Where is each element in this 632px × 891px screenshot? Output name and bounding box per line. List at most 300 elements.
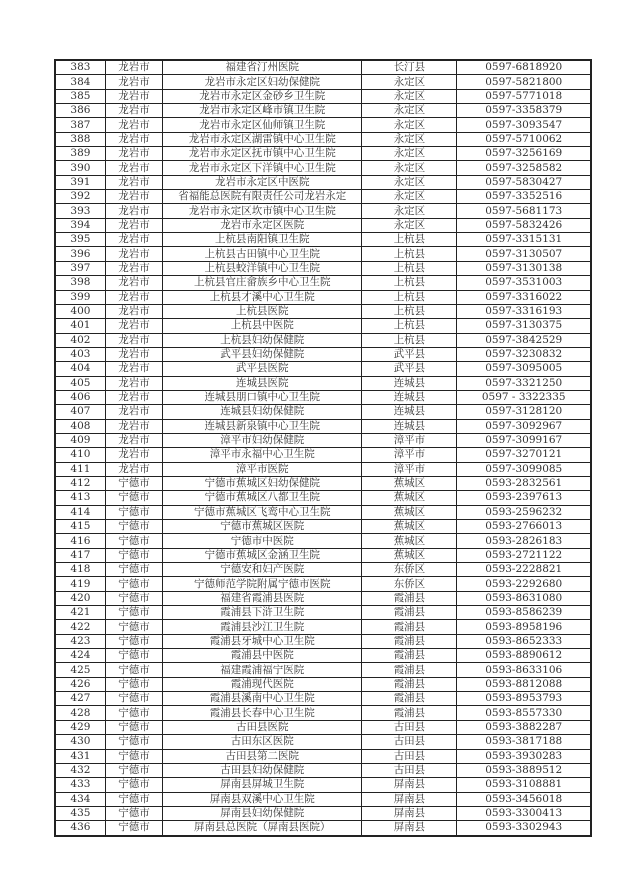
phone-cell: 0597-5821800 — [457, 75, 591, 89]
hospital-name-cell: 连城县妇幼保健院 — [163, 405, 362, 419]
phone-cell: 0593-2228821 — [457, 563, 591, 577]
hospital-name-cell: 宁德市中医院 — [163, 534, 362, 548]
hospital-name-cell: 上杭县才溪中心卫生院 — [163, 290, 362, 304]
hospital-name-cell: 宁德市蕉城区妇幼保健院 — [163, 476, 362, 490]
hospital-name-cell: 宁德市蕉城区八都卫生院 — [163, 491, 362, 505]
phone-cell: 0593-2721122 — [457, 548, 591, 562]
city-cell: 龙岩市 — [105, 147, 162, 161]
hospital-name-cell: 连城县朋口镇中心卫生院 — [163, 390, 362, 404]
row-number-cell: 423 — [55, 634, 105, 648]
city-cell: 宁德市 — [105, 591, 162, 605]
district-cell: 永定区 — [362, 118, 457, 132]
hospital-name-cell: 霞浦县中医院 — [163, 649, 362, 663]
row-number-cell: 429 — [55, 720, 105, 734]
table-row — [55, 491, 591, 505]
row-number-cell: 387 — [55, 118, 105, 132]
hospital-name-cell: 宁德市蕉城区飞鸾中心卫生院 — [163, 505, 362, 519]
hospital-name-cell: 屏南县总医院（屏南县医院） — [163, 821, 362, 836]
table-row — [55, 563, 591, 577]
city-cell: 龙岩市 — [105, 175, 162, 189]
phone-cell: 0597-3130138 — [457, 261, 591, 275]
hospital-name-cell: 宁德市蕉城区医院 — [163, 520, 362, 534]
city-cell: 宁德市 — [105, 505, 162, 519]
district-cell: 霞浦县 — [362, 620, 457, 634]
table-row — [55, 247, 591, 261]
city-cell: 宁德市 — [105, 620, 162, 634]
table-row — [55, 720, 591, 734]
hospital-name-cell: 霞浦县长春中心卫生院 — [163, 706, 362, 720]
row-number-cell: 391 — [55, 175, 105, 189]
row-number-cell: 428 — [55, 706, 105, 720]
district-cell: 东侨区 — [362, 577, 457, 591]
hospital-name-cell: 漳平市永福中心卫生院 — [163, 448, 362, 462]
phone-cell: 0597-3130375 — [457, 319, 591, 333]
phone-cell: 0593-3817188 — [457, 735, 591, 749]
city-cell: 宁德市 — [105, 692, 162, 706]
hospital-name-cell: 福建省霞浦县医院 — [163, 591, 362, 605]
row-number-cell: 416 — [55, 534, 105, 548]
hospital-name-cell: 屏南县妇幼保健院 — [163, 806, 362, 820]
row-number-cell: 418 — [55, 563, 105, 577]
phone-cell: 0597-3358379 — [457, 104, 591, 118]
table-row — [55, 735, 591, 749]
hospital-name-cell: 福建省汀州医院 — [163, 60, 362, 75]
city-cell: 宁德市 — [105, 792, 162, 806]
hospital-name-cell: 上杭县古田镇中心卫生院 — [163, 247, 362, 261]
phone-cell: 0597-3258582 — [457, 161, 591, 175]
phone-cell: 0597-3130507 — [457, 247, 591, 261]
phone-cell: 0593-8958196 — [457, 620, 591, 634]
phone-cell: 0597-3256169 — [457, 147, 591, 161]
phone-cell: 0597-6818920 — [457, 60, 591, 75]
row-number-cell: 426 — [55, 677, 105, 691]
row-number-cell: 394 — [55, 218, 105, 232]
city-cell: 宁德市 — [105, 806, 162, 820]
hospital-name-cell: 上杭县妇幼保健院 — [163, 333, 362, 347]
hospital-name-cell: 屏南县屏城卫生院 — [163, 778, 362, 792]
district-cell: 古田县 — [362, 735, 457, 749]
row-number-cell: 385 — [55, 89, 105, 103]
hospital-name-cell: 龙岩市永定区抚市镇中心卫生院 — [163, 147, 362, 161]
row-number-cell: 410 — [55, 448, 105, 462]
hospital-name-cell: 龙岩市永定区坎市镇中心卫生院 — [163, 204, 362, 218]
city-cell: 龙岩市 — [105, 419, 162, 433]
hospital-name-cell: 龙岩市永定区仙师镇卫生院 — [163, 118, 362, 132]
district-cell: 永定区 — [362, 175, 457, 189]
hospital-name-cell: 龙岩市永定区峰市镇卫生院 — [163, 104, 362, 118]
city-cell: 龙岩市 — [105, 75, 162, 89]
row-number-cell: 420 — [55, 591, 105, 605]
phone-cell: 0597-3321250 — [457, 376, 591, 390]
table-row — [55, 75, 591, 89]
hospital-name-cell: 连城县新泉镇中心卫生院 — [163, 419, 362, 433]
city-cell: 宁德市 — [105, 720, 162, 734]
phone-cell: 0597 - 3322335 — [457, 390, 591, 404]
table-row — [55, 405, 591, 419]
district-cell: 霞浦县 — [362, 649, 457, 663]
phone-cell: 0593-8953793 — [457, 692, 591, 706]
district-cell: 蕉城区 — [362, 491, 457, 505]
row-number-cell: 436 — [55, 821, 105, 836]
table-row — [55, 132, 591, 146]
district-cell: 古田县 — [362, 720, 457, 734]
phone-cell: 0597-5710062 — [457, 132, 591, 146]
row-number-cell: 417 — [55, 548, 105, 562]
district-cell: 永定区 — [362, 147, 457, 161]
district-cell: 武平县 — [362, 362, 457, 376]
city-cell: 龙岩市 — [105, 390, 162, 404]
city-cell: 龙岩市 — [105, 462, 162, 476]
row-number-cell: 398 — [55, 276, 105, 290]
row-number-cell: 414 — [55, 505, 105, 519]
table-row — [55, 419, 591, 433]
city-cell: 龙岩市 — [105, 290, 162, 304]
table-row — [55, 390, 591, 404]
city-cell: 龙岩市 — [105, 304, 162, 318]
city-cell: 龙岩市 — [105, 161, 162, 175]
row-number-cell: 433 — [55, 778, 105, 792]
hospital-name-cell: 霞浦县溪南中心卫生院 — [163, 692, 362, 706]
phone-cell: 0593-2596232 — [457, 505, 591, 519]
row-number-cell: 411 — [55, 462, 105, 476]
table-row — [55, 706, 591, 720]
city-cell: 龙岩市 — [105, 433, 162, 447]
district-cell: 漳平市 — [362, 462, 457, 476]
row-number-cell: 383 — [55, 60, 105, 75]
district-cell: 永定区 — [362, 75, 457, 89]
table-row — [55, 319, 591, 333]
hospital-name-cell: 龙岩市永定区湖雷镇中心卫生院 — [163, 132, 362, 146]
city-cell: 龙岩市 — [105, 376, 162, 390]
hospital-name-cell: 漳平市妇幼保健院 — [163, 433, 362, 447]
city-cell: 宁德市 — [105, 534, 162, 548]
table-row — [55, 520, 591, 534]
phone-cell: 0597-3842529 — [457, 333, 591, 347]
district-cell: 古田县 — [362, 749, 457, 763]
district-cell: 东侨区 — [362, 563, 457, 577]
city-cell: 龙岩市 — [105, 218, 162, 232]
city-cell: 龙岩市 — [105, 132, 162, 146]
city-cell: 龙岩市 — [105, 333, 162, 347]
phone-cell: 0593-2826183 — [457, 534, 591, 548]
district-cell: 蕉城区 — [362, 520, 457, 534]
phone-cell: 0593-8812088 — [457, 677, 591, 691]
phone-cell: 0597-3316193 — [457, 304, 591, 318]
row-number-cell: 407 — [55, 405, 105, 419]
district-cell: 霞浦县 — [362, 677, 457, 691]
city-cell: 宁德市 — [105, 677, 162, 691]
district-cell: 屏南县 — [362, 821, 457, 836]
district-cell: 蕉城区 — [362, 505, 457, 519]
district-cell: 霞浦县 — [362, 591, 457, 605]
phone-cell: 0597-3316022 — [457, 290, 591, 304]
hospital-name-cell: 霞浦县牙城中心卫生院 — [163, 634, 362, 648]
row-number-cell: 412 — [55, 476, 105, 490]
city-cell: 龙岩市 — [105, 60, 162, 75]
table-row — [55, 692, 591, 706]
district-cell: 永定区 — [362, 161, 457, 175]
district-cell: 连城县 — [362, 390, 457, 404]
district-cell: 屏南县 — [362, 792, 457, 806]
hospital-name-cell: 武平县医院 — [163, 362, 362, 376]
hospital-name-cell: 古田县第二医院 — [163, 749, 362, 763]
row-number-cell: 430 — [55, 735, 105, 749]
table-row — [55, 147, 591, 161]
city-cell: 宁德市 — [105, 663, 162, 677]
hospital-name-cell: 上杭县医院 — [163, 304, 362, 318]
table-row — [55, 347, 591, 361]
city-cell: 龙岩市 — [105, 347, 162, 361]
hospital-name-cell: 古田县医院 — [163, 720, 362, 734]
phone-cell: 0597-5771018 — [457, 89, 591, 103]
city-cell: 宁德市 — [105, 577, 162, 591]
phone-cell: 0593-2766013 — [457, 520, 591, 534]
district-cell: 长汀县 — [362, 60, 457, 75]
table-row — [55, 362, 591, 376]
district-cell: 霞浦县 — [362, 706, 457, 720]
district-cell: 古田县 — [362, 763, 457, 777]
district-cell: 连城县 — [362, 419, 457, 433]
district-cell: 漳平市 — [362, 433, 457, 447]
hospital-name-cell: 古田东区医院 — [163, 735, 362, 749]
row-number-cell: 397 — [55, 261, 105, 275]
city-cell: 龙岩市 — [105, 448, 162, 462]
hospital-name-cell: 上杭县中医院 — [163, 319, 362, 333]
table-row — [55, 548, 591, 562]
phone-cell: 0597-3093547 — [457, 118, 591, 132]
row-number-cell: 384 — [55, 75, 105, 89]
table-row — [55, 749, 591, 763]
table-row — [55, 204, 591, 218]
city-cell: 宁德市 — [105, 735, 162, 749]
table-row — [55, 606, 591, 620]
row-number-cell: 386 — [55, 104, 105, 118]
district-cell: 屏南县 — [362, 806, 457, 820]
phone-cell: 0593-8586239 — [457, 606, 591, 620]
city-cell: 宁德市 — [105, 649, 162, 663]
district-cell: 霞浦县 — [362, 663, 457, 677]
table-row — [55, 89, 591, 103]
row-number-cell: 424 — [55, 649, 105, 663]
city-cell: 龙岩市 — [105, 362, 162, 376]
phone-cell: 0593-8890612 — [457, 649, 591, 663]
city-cell: 宁德市 — [105, 476, 162, 490]
district-cell: 霞浦县 — [362, 634, 457, 648]
table-row — [55, 778, 591, 792]
phone-cell: 0593-3300413 — [457, 806, 591, 820]
hospital-name-cell: 上杭县南阳镇卫生院 — [163, 233, 362, 247]
city-cell: 宁德市 — [105, 634, 162, 648]
table-row — [55, 763, 591, 777]
district-cell: 永定区 — [362, 190, 457, 204]
hospital-table — [54, 59, 592, 837]
hospital-name-cell: 屏南县双溪中心卫生院 — [163, 792, 362, 806]
phone-cell: 0593-2292680 — [457, 577, 591, 591]
hospital-name-cell: 龙岩市永定区下洋镇中心卫生院 — [163, 161, 362, 175]
phone-cell: 0593-2397613 — [457, 491, 591, 505]
table-row — [55, 634, 591, 648]
table-row — [55, 118, 591, 132]
row-number-cell: 415 — [55, 520, 105, 534]
city-cell: 宁德市 — [105, 606, 162, 620]
city-cell: 龙岩市 — [105, 261, 162, 275]
table-row — [55, 376, 591, 390]
district-cell: 永定区 — [362, 104, 457, 118]
hospital-name-cell: 福建霞浦福宁医院 — [163, 663, 362, 677]
district-cell: 上杭县 — [362, 247, 457, 261]
city-cell: 宁德市 — [105, 706, 162, 720]
row-number-cell: 396 — [55, 247, 105, 261]
hospital-name-cell: 省福能总医院有限责任公司龙岩永定 — [163, 190, 362, 204]
row-number-cell: 405 — [55, 376, 105, 390]
hospital-name-cell: 漳平市医院 — [163, 462, 362, 476]
district-cell: 霞浦县 — [362, 692, 457, 706]
row-number-cell: 408 — [55, 419, 105, 433]
table-row — [55, 476, 591, 490]
row-number-cell: 401 — [55, 319, 105, 333]
row-number-cell: 406 — [55, 390, 105, 404]
row-number-cell: 395 — [55, 233, 105, 247]
hospital-name-cell: 上杭县官庄畲族乡中心卫生院 — [163, 276, 362, 290]
district-cell: 蕉城区 — [362, 476, 457, 490]
table-row — [55, 233, 591, 247]
hospital-name-cell: 宁德市蕉城区金涵卫生院 — [163, 548, 362, 562]
district-cell: 连城县 — [362, 405, 457, 419]
district-cell: 永定区 — [362, 89, 457, 103]
hospital-name-cell: 上杭县蛟洋镇中心卫生院 — [163, 261, 362, 275]
table-row — [55, 505, 591, 519]
table-row — [55, 218, 591, 232]
table-row — [55, 677, 591, 691]
table-row — [55, 591, 591, 605]
table-row — [55, 649, 591, 663]
phone-cell: 0593-3930283 — [457, 749, 591, 763]
district-cell: 连城县 — [362, 376, 457, 390]
table-row — [55, 276, 591, 290]
phone-cell: 0597-5832426 — [457, 218, 591, 232]
phone-cell: 0593-2832561 — [457, 476, 591, 490]
row-number-cell: 427 — [55, 692, 105, 706]
row-number-cell: 413 — [55, 491, 105, 505]
table-row — [55, 290, 591, 304]
table-row — [55, 60, 591, 75]
row-number-cell: 392 — [55, 190, 105, 204]
row-number-cell: 422 — [55, 620, 105, 634]
phone-cell: 0597-3128120 — [457, 405, 591, 419]
city-cell: 宁德市 — [105, 563, 162, 577]
row-number-cell: 390 — [55, 161, 105, 175]
district-cell: 永定区 — [362, 204, 457, 218]
table-row — [55, 821, 591, 836]
row-number-cell: 399 — [55, 290, 105, 304]
row-number-cell: 432 — [55, 763, 105, 777]
table-row — [55, 792, 591, 806]
district-cell: 上杭县 — [362, 319, 457, 333]
city-cell: 宁德市 — [105, 763, 162, 777]
hospital-name-cell: 连城县医院 — [163, 376, 362, 390]
city-cell: 龙岩市 — [105, 118, 162, 132]
row-number-cell: 425 — [55, 663, 105, 677]
phone-cell: 0593-3108881 — [457, 778, 591, 792]
district-cell: 永定区 — [362, 218, 457, 232]
hospital-name-cell: 霞浦县沙江卫生院 — [163, 620, 362, 634]
district-cell: 上杭县 — [362, 333, 457, 347]
row-number-cell: 435 — [55, 806, 105, 820]
city-cell: 龙岩市 — [105, 190, 162, 204]
table-row — [55, 261, 591, 275]
district-cell: 上杭县 — [362, 290, 457, 304]
city-cell: 龙岩市 — [105, 89, 162, 103]
district-cell: 上杭县 — [362, 233, 457, 247]
row-number-cell: 403 — [55, 347, 105, 361]
phone-cell: 0597-3270121 — [457, 448, 591, 462]
city-cell: 龙岩市 — [105, 247, 162, 261]
table-row — [55, 663, 591, 677]
district-cell: 蕉城区 — [362, 534, 457, 548]
row-number-cell: 400 — [55, 304, 105, 318]
district-cell: 武平县 — [362, 347, 457, 361]
table-row — [55, 175, 591, 189]
phone-cell: 0593-3456018 — [457, 792, 591, 806]
table-row — [55, 534, 591, 548]
city-cell: 宁德市 — [105, 548, 162, 562]
district-cell: 上杭县 — [362, 276, 457, 290]
district-cell: 屏南县 — [362, 778, 457, 792]
phone-cell: 0597-3099167 — [457, 433, 591, 447]
hospital-name-cell: 龙岩市永定区中医院 — [163, 175, 362, 189]
row-number-cell: 421 — [55, 606, 105, 620]
phone-cell: 0597-3095005 — [457, 362, 591, 376]
hospital-name-cell: 古田县妇幼保健院 — [163, 763, 362, 777]
row-number-cell: 404 — [55, 362, 105, 376]
district-cell: 上杭县 — [362, 261, 457, 275]
table-row — [55, 462, 591, 476]
city-cell: 龙岩市 — [105, 405, 162, 419]
table-row — [55, 433, 591, 447]
row-number-cell: 388 — [55, 132, 105, 146]
city-cell: 龙岩市 — [105, 204, 162, 218]
table-row — [55, 161, 591, 175]
phone-cell: 0593-3302943 — [457, 821, 591, 836]
row-number-cell: 402 — [55, 333, 105, 347]
phone-cell: 0597-3531003 — [457, 276, 591, 290]
district-cell: 蕉城区 — [362, 548, 457, 562]
hospital-name-cell: 龙岩市永定区医院 — [163, 218, 362, 232]
district-cell: 霞浦县 — [362, 606, 457, 620]
table-row — [55, 577, 591, 591]
hospital-name-cell: 龙岩市永定区金砂乡卫生院 — [163, 89, 362, 103]
district-cell: 漳平市 — [362, 448, 457, 462]
phone-cell: 0597-5681173 — [457, 204, 591, 218]
table-row — [55, 104, 591, 118]
hospital-name-cell: 龙岩市永定区妇幼保健院 — [163, 75, 362, 89]
phone-cell: 0593-8633106 — [457, 663, 591, 677]
table-row — [55, 448, 591, 462]
city-cell: 宁德市 — [105, 778, 162, 792]
city-cell: 龙岩市 — [105, 104, 162, 118]
hospital-name-cell: 霞浦现代医院 — [163, 677, 362, 691]
phone-cell: 0597-3315131 — [457, 233, 591, 247]
table-body — [55, 60, 591, 836]
row-number-cell: 431 — [55, 749, 105, 763]
hospital-name-cell: 武平县妇幼保健院 — [163, 347, 362, 361]
table-row — [55, 304, 591, 318]
phone-cell: 0593-8631080 — [457, 591, 591, 605]
table-row — [55, 806, 591, 820]
row-number-cell: 393 — [55, 204, 105, 218]
table-row — [55, 190, 591, 204]
district-cell: 永定区 — [362, 132, 457, 146]
